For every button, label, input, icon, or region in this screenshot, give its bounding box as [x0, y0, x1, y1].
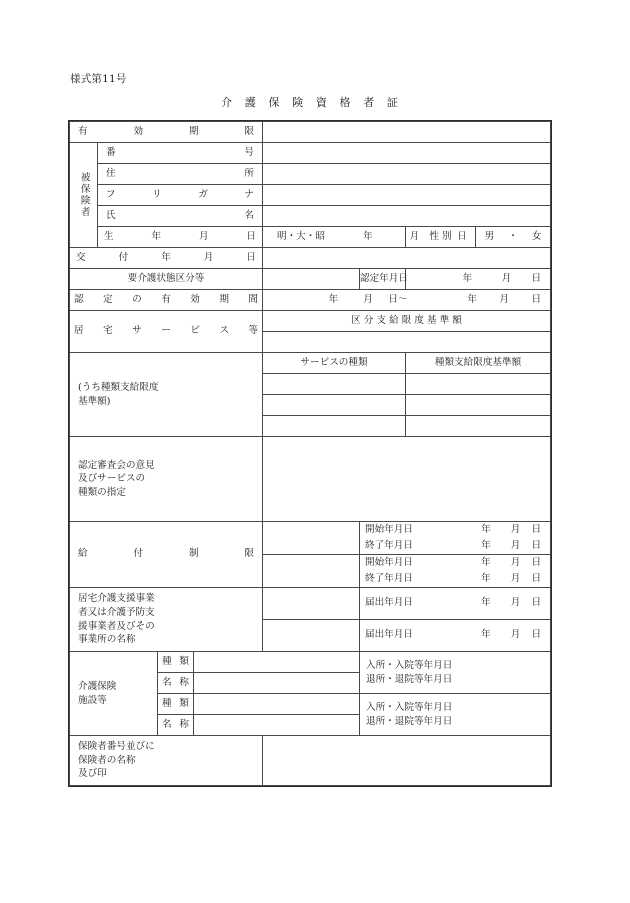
insurer-value-cell[interactable] — [263, 736, 551, 786]
facility-discharge-label-1: 退所・退院等年月日 — [366, 673, 453, 685]
facility-name-label-cell-2 — [158, 715, 194, 736]
care-manager-notify-day-1: 日 — [531, 597, 542, 609]
benefit-end-label-2: 終了年月日 — [365, 572, 413, 584]
benefit-start-row-2 — [360, 555, 550, 571]
service-type-cell-3[interactable] — [263, 416, 406, 437]
birth-era-options[interactable]: 明・大・昭 — [277, 230, 325, 242]
certified-date-label: 認定年月日 — [360, 272, 408, 284]
review-opinion-label — [70, 437, 262, 521]
form-number: 様式第11号 — [70, 73, 127, 85]
table-row-furigana — [70, 185, 551, 206]
insurer-line2: 保険者の名称 — [78, 754, 136, 766]
care-level-value-cell[interactable] — [263, 269, 360, 290]
certified-date-value-cell[interactable] — [406, 269, 551, 290]
review-opinion-line3: 種類の指定 — [78, 486, 126, 498]
benefit-start-month-2: 月 — [510, 556, 521, 568]
care-manager-name-cell-1[interactable] — [263, 588, 360, 620]
care-manager-line2: 者又は介護予防支 — [78, 606, 155, 618]
insured-number-value-cell[interactable] — [263, 143, 551, 164]
benefit-end-year-1: 年 — [481, 539, 491, 551]
period-to-year: 年 — [467, 293, 477, 305]
review-opinion-label-cell — [70, 437, 263, 522]
care-manager-notify-year-1: 年 — [481, 597, 491, 609]
birth-year-label: 年 — [362, 230, 373, 242]
benefit-restriction-reason-cell-1[interactable] — [263, 522, 360, 555]
certified-day-label: 日 — [531, 272, 542, 284]
page-title: 介 護 保 険 資 格 者 証 — [221, 96, 403, 109]
care-manager-line4: 事業所の名称 — [78, 634, 136, 646]
facility-admission-label-1: 入所・入院等年月日 — [366, 659, 453, 671]
care-manager-notify-day-2: 日 — [531, 629, 542, 641]
home-service-label-cell — [70, 311, 263, 353]
table-row-address — [70, 164, 551, 185]
type-limit-header-cell — [406, 353, 551, 374]
benefit-end-day-2: 日 — [531, 572, 542, 584]
table-row-facility-type-1 — [70, 652, 551, 673]
table-row-number — [70, 143, 551, 164]
table-row-insurer — [70, 736, 551, 786]
benefit-start-month-1: 月 — [510, 523, 521, 535]
facility-type-value-cell-2[interactable] — [194, 694, 360, 715]
benefit-restriction-label: 給 付 制 限 — [78, 548, 254, 560]
facility-name-value-cell-2[interactable] — [194, 715, 360, 736]
review-opinion-line2: 及びサービスの — [78, 473, 146, 485]
benefit-start-day-2: 日 — [531, 556, 542, 568]
insured-number-label: 番 号 — [106, 146, 254, 158]
benefit-start-label-2: 開始年月日 — [365, 556, 413, 568]
validity-value-cell[interactable] — [263, 122, 551, 143]
care-manager-notify-label-2: 届出年月日 — [365, 629, 413, 641]
benefit-end-row-2 — [360, 571, 550, 587]
certificate-table — [69, 121, 551, 786]
facility-label-cell — [70, 652, 158, 736]
birth-month-label: 月 — [409, 230, 420, 242]
insured-person-vertical-label: 被保険者 — [78, 171, 90, 219]
birthdate-label-cell — [98, 227, 263, 248]
validity-label-cell — [70, 122, 263, 143]
benefit-end-year-2: 年 — [481, 572, 491, 584]
type-limit-amount-cell-2[interactable] — [406, 395, 551, 416]
care-manager-notify-month-1: 月 — [510, 597, 521, 609]
table-row-benefit-restriction-1 — [70, 522, 551, 555]
benefit-restriction-dates-table-1 — [360, 522, 550, 554]
care-manager-notify-year-2: 年 — [481, 629, 491, 641]
certified-date-label-cell — [360, 269, 406, 290]
insured-number-label-cell — [98, 143, 263, 164]
type-limit-amount-cell-1[interactable] — [406, 374, 551, 395]
certified-year-label: 年 — [462, 272, 473, 284]
furigana-value-cell[interactable] — [263, 185, 551, 206]
facility-discharge-label-2: 退所・退院等年月日 — [366, 715, 453, 727]
insurer-label — [70, 736, 262, 785]
care-manager-line1: 居宅介護支援事業 — [78, 593, 155, 605]
sex-male-option[interactable]: 男 — [484, 230, 495, 242]
facility-name-label-2: 名 称 — [162, 718, 189, 730]
birthdate-label: 生 年 月 日 — [104, 230, 256, 242]
care-manager-label-cell — [70, 588, 263, 652]
insured-person-vertical-label-cell — [70, 143, 98, 248]
facility-name-value-cell-1[interactable] — [194, 673, 360, 694]
benefit-restriction-dates-table-2 — [360, 555, 550, 587]
division-limit-header-cell — [263, 311, 551, 332]
type-limit-label-line2: 基準額) — [78, 395, 111, 407]
furigana-label: フ リ ガ ナ — [106, 188, 254, 200]
period-from-month: 月 — [363, 293, 373, 305]
care-level-label-cell — [70, 269, 263, 290]
facility-label-line2: 施設等 — [78, 694, 107, 706]
type-limit-label — [70, 353, 262, 436]
benefit-restriction-dates-cell-1[interactable] — [360, 522, 551, 555]
facility-label — [70, 652, 157, 735]
benefit-start-year-1: 年 — [481, 523, 491, 535]
type-limit-label-cell — [70, 353, 263, 437]
sex-label: 性 別 — [429, 230, 452, 242]
facility-type-label-1: 種 類 — [162, 655, 189, 667]
benefit-restriction-reason-cell-2[interactable] — [263, 555, 360, 588]
benefit-start-label-1: 開始年月日 — [365, 523, 413, 535]
facility-name-label-cell-1 — [158, 673, 194, 694]
table-row-care-manager-1 — [70, 588, 551, 620]
table-row-home-service-header — [70, 311, 551, 332]
care-manager-name-cell-2[interactable] — [263, 620, 360, 652]
address-label-cell — [98, 164, 263, 185]
service-type-cell-2[interactable] — [263, 395, 406, 416]
insurer-line3: 及び印 — [78, 768, 107, 780]
type-limit-label-line1: (うち種類支給限度 — [78, 381, 159, 393]
facility-dates-cell-2[interactable] — [360, 694, 551, 736]
name-label: 氏 名 — [106, 209, 254, 221]
validity-label: 有 効 期 限 — [78, 125, 254, 137]
care-manager-notify-cell-2[interactable] — [360, 620, 551, 652]
facility-type-label-cell-1 — [158, 652, 194, 673]
home-service-label: 居 宅 サ ー ビ ス 等 — [74, 325, 258, 337]
certified-period-value-cell[interactable] — [263, 290, 551, 311]
certified-period-label: 認 定 の 有 効 期 間 — [74, 293, 258, 305]
service-type-header-cell — [263, 353, 406, 374]
care-manager-label — [70, 588, 262, 651]
service-type-cell-1[interactable] — [263, 374, 406, 395]
review-opinion-line1: 認定審査会の意見 — [78, 459, 155, 471]
issue-date-label-cell — [70, 248, 263, 269]
table-row-type-limit-header — [70, 353, 551, 374]
birth-day-label: 日 — [457, 230, 467, 242]
name-value-cell[interactable] — [263, 206, 551, 227]
sex-female-option[interactable]: 女 — [531, 230, 542, 242]
furigana-label-cell — [98, 185, 263, 206]
care-manager-notify-label-1: 届出年月日 — [365, 597, 413, 609]
issue-date-label: 交 付 年 月 日 — [76, 251, 256, 263]
service-type-header: サービスの種類 — [300, 356, 368, 368]
division-limit-header: 区 分 支 給 限 度 基 準 額 — [351, 314, 462, 326]
table-row-care-level — [70, 269, 551, 290]
name-label-cell — [98, 206, 263, 227]
certified-period-label-cell — [70, 290, 263, 311]
facility-type-label-cell-2 — [158, 694, 194, 715]
period-to-month: 月 — [499, 293, 509, 305]
care-manager-notify-cell-1[interactable] — [360, 588, 551, 620]
insurer-line1: 保険者番号並びに — [78, 741, 155, 753]
benefit-end-row-1 — [360, 538, 550, 554]
table-row-certified-period — [70, 290, 551, 311]
period-from-day: 日〜 — [388, 293, 408, 305]
benefit-start-year-2: 年 — [481, 556, 491, 568]
facility-label-line1: 介護保険 — [78, 680, 117, 692]
facility-name-label-1: 名 称 — [162, 676, 189, 688]
sex-value-cell[interactable] — [476, 227, 551, 248]
certified-month-label: 月 — [501, 272, 512, 284]
table-row-issue-date — [70, 248, 551, 269]
benefit-restriction-dates-cell-2[interactable] — [360, 555, 551, 588]
address-value-cell[interactable] — [263, 164, 551, 185]
benefit-start-day-1: 日 — [531, 523, 542, 535]
type-limit-amount-header: 種類支給限度基準額 — [434, 356, 522, 368]
facility-admission-label-2: 入所・入院等年月日 — [366, 701, 453, 713]
facility-dates-cell-1[interactable] — [360, 652, 551, 694]
benefit-end-label-1: 終了年月日 — [365, 539, 413, 551]
insurer-label-cell — [70, 736, 263, 786]
table-row-birthdate — [70, 227, 551, 248]
facility-type-label-2: 種 類 — [162, 697, 189, 709]
table-row-name — [70, 206, 551, 227]
benefit-start-row-1 — [360, 522, 550, 538]
table-row-validity — [70, 122, 551, 143]
care-manager-notify-month-2: 月 — [510, 629, 521, 641]
address-label: 住 所 — [106, 167, 254, 179]
care-manager-line3: 援事業者及びその — [78, 620, 155, 632]
type-limit-amount-cell-3[interactable] — [406, 416, 551, 437]
benefit-end-day-1: 日 — [531, 539, 542, 551]
care-level-label: 要介護状態区分等 — [127, 272, 205, 284]
benefit-end-month-2: 月 — [510, 572, 521, 584]
issue-date-value-cell[interactable] — [263, 248, 551, 269]
period-to-day: 日 — [531, 293, 542, 305]
benefit-restriction-label-cell — [70, 522, 263, 588]
period-from-year: 年 — [328, 293, 339, 305]
benefit-end-month-1: 月 — [510, 539, 521, 551]
sex-separator: ・ — [508, 230, 518, 242]
facility-type-value-cell-1[interactable] — [194, 652, 360, 673]
division-limit-value-cell[interactable] — [263, 332, 551, 353]
review-opinion-value-cell[interactable] — [263, 437, 551, 522]
table-row-review-opinion — [70, 437, 551, 522]
